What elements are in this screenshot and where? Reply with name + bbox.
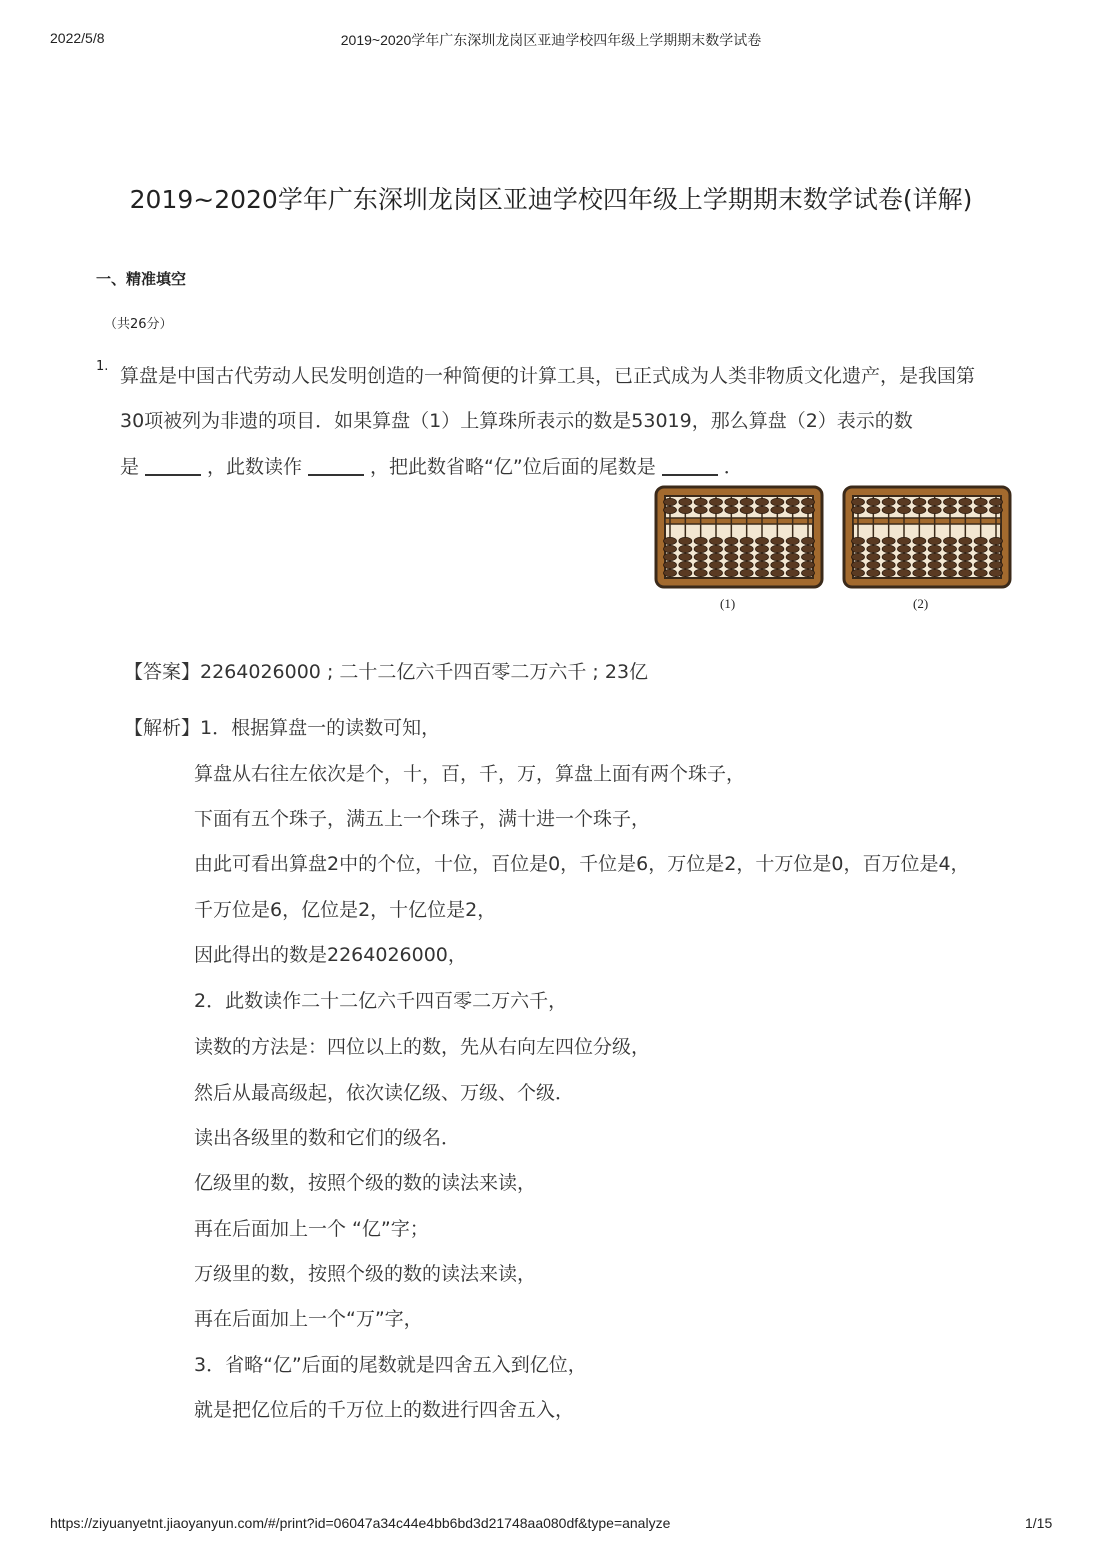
page-title: 2019~2020学年广东深圳龙岗区亚迪学校四年级上学期期末数学试卷(详解) (129, 185, 973, 214)
question-number: 1. (96, 359, 109, 374)
question-line-3-part-2: ，此数读作 (207, 456, 303, 478)
analysis-line: 读数的方法是：四位以上的数，先从右向左四位分级， (194, 1036, 651, 1058)
page-number: 1/15 (1025, 1515, 1053, 1531)
abacus-1 (656, 487, 822, 587)
analysis-line: 再在后面加上一个“万”字， (194, 1308, 423, 1330)
answer-text: 2264026000 ; 二十二亿六千四百零二万六千 ; 23亿 (200, 661, 649, 683)
analysis-line: 千万位是6，亿位是2，十亿位是2， (194, 899, 497, 921)
analysis-line: 2．此数读作二十二亿六千四百零二万六千， (194, 990, 568, 1012)
analysis-first-text: 1．根据算盘一的读数可知， (200, 717, 441, 739)
analysis-line: 亿级里的数，按照个级的数的读法来读， (194, 1172, 537, 1194)
print-date: 2022/5/8 (50, 30, 105, 46)
abacus-2 (844, 487, 1010, 587)
question-line-3 (120, 452, 743, 479)
section-title: 一、精准填空 (96, 270, 187, 288)
analysis-line: 由此可看出算盘2中的个位，十位，百位是0，千位是6，万位是2，十万位是0，百万位是4， (194, 853, 970, 875)
analysis-line: 万级里的数，按照个级的数的读法来读， (194, 1263, 537, 1285)
question-line-1: 算盘是中国古代劳动人民发明创造的一种简便的计算工具，已正式成为人类非物质文化遗产，是我国第 (120, 365, 976, 387)
answer-tag: 【答案】 (124, 661, 201, 683)
abacus-figure (654, 485, 1012, 613)
answer-blank-2 (308, 456, 364, 476)
analysis-line: 算盘从右往左依次是个，十，百，千，万，算盘上面有两个珠子， (194, 763, 746, 785)
page-url: https://ziyuanyetnt.jiaoyanyun.com/#/print?id=06047a34c44e4bb6bd3d21748aa080df&type=analyze (50, 1515, 671, 1531)
abacus-1-label: (1) (720, 596, 736, 611)
answer-line (124, 657, 648, 684)
analysis-line: 3．省略“亿”后面的尾数就是四舍五入到亿位， (194, 1354, 587, 1376)
analysis-line: 因此得出的数是2264026000， (194, 944, 467, 966)
answer-blank-3 (662, 456, 718, 476)
abacus-illustration (654, 485, 1012, 613)
analysis-line: 再在后面加上一个 “亿”字； (194, 1218, 429, 1240)
analysis-line: 下面有五个珠子，满五上一个珠子，满十进一个珠子， (194, 808, 651, 830)
answer-blank-1 (145, 456, 201, 476)
question-line-3-part-1: 是 (120, 456, 140, 478)
analysis-line: 读出各级里的数和它们的级名． (194, 1127, 461, 1149)
running-title: 2019~2020学年广东深圳龙岗区亚迪学校四年级上学期期末数学试卷 (340, 32, 762, 48)
question-line-3-end: ． (723, 456, 743, 478)
question-line-2: 30项被列为非遗的项目．如果算盘（1）上算珠所表示的数是53019，那么算盘（2）表示的数 (120, 410, 913, 432)
analysis-line: 然后从最高级起，依次读亿级、万级、个级． (194, 1082, 575, 1104)
question-line-3-part-3: ，把此数省略“亿”位后面的尾数是 (370, 456, 656, 478)
analysis-tag: 【解析】 (124, 717, 201, 739)
abacus-2-label: (2) (913, 596, 929, 611)
analysis-line: 就是把亿位后的千万位上的数进行四舍五入， (194, 1399, 575, 1421)
score-note: （共26分） (104, 317, 173, 332)
analysis-first-line (124, 713, 440, 740)
